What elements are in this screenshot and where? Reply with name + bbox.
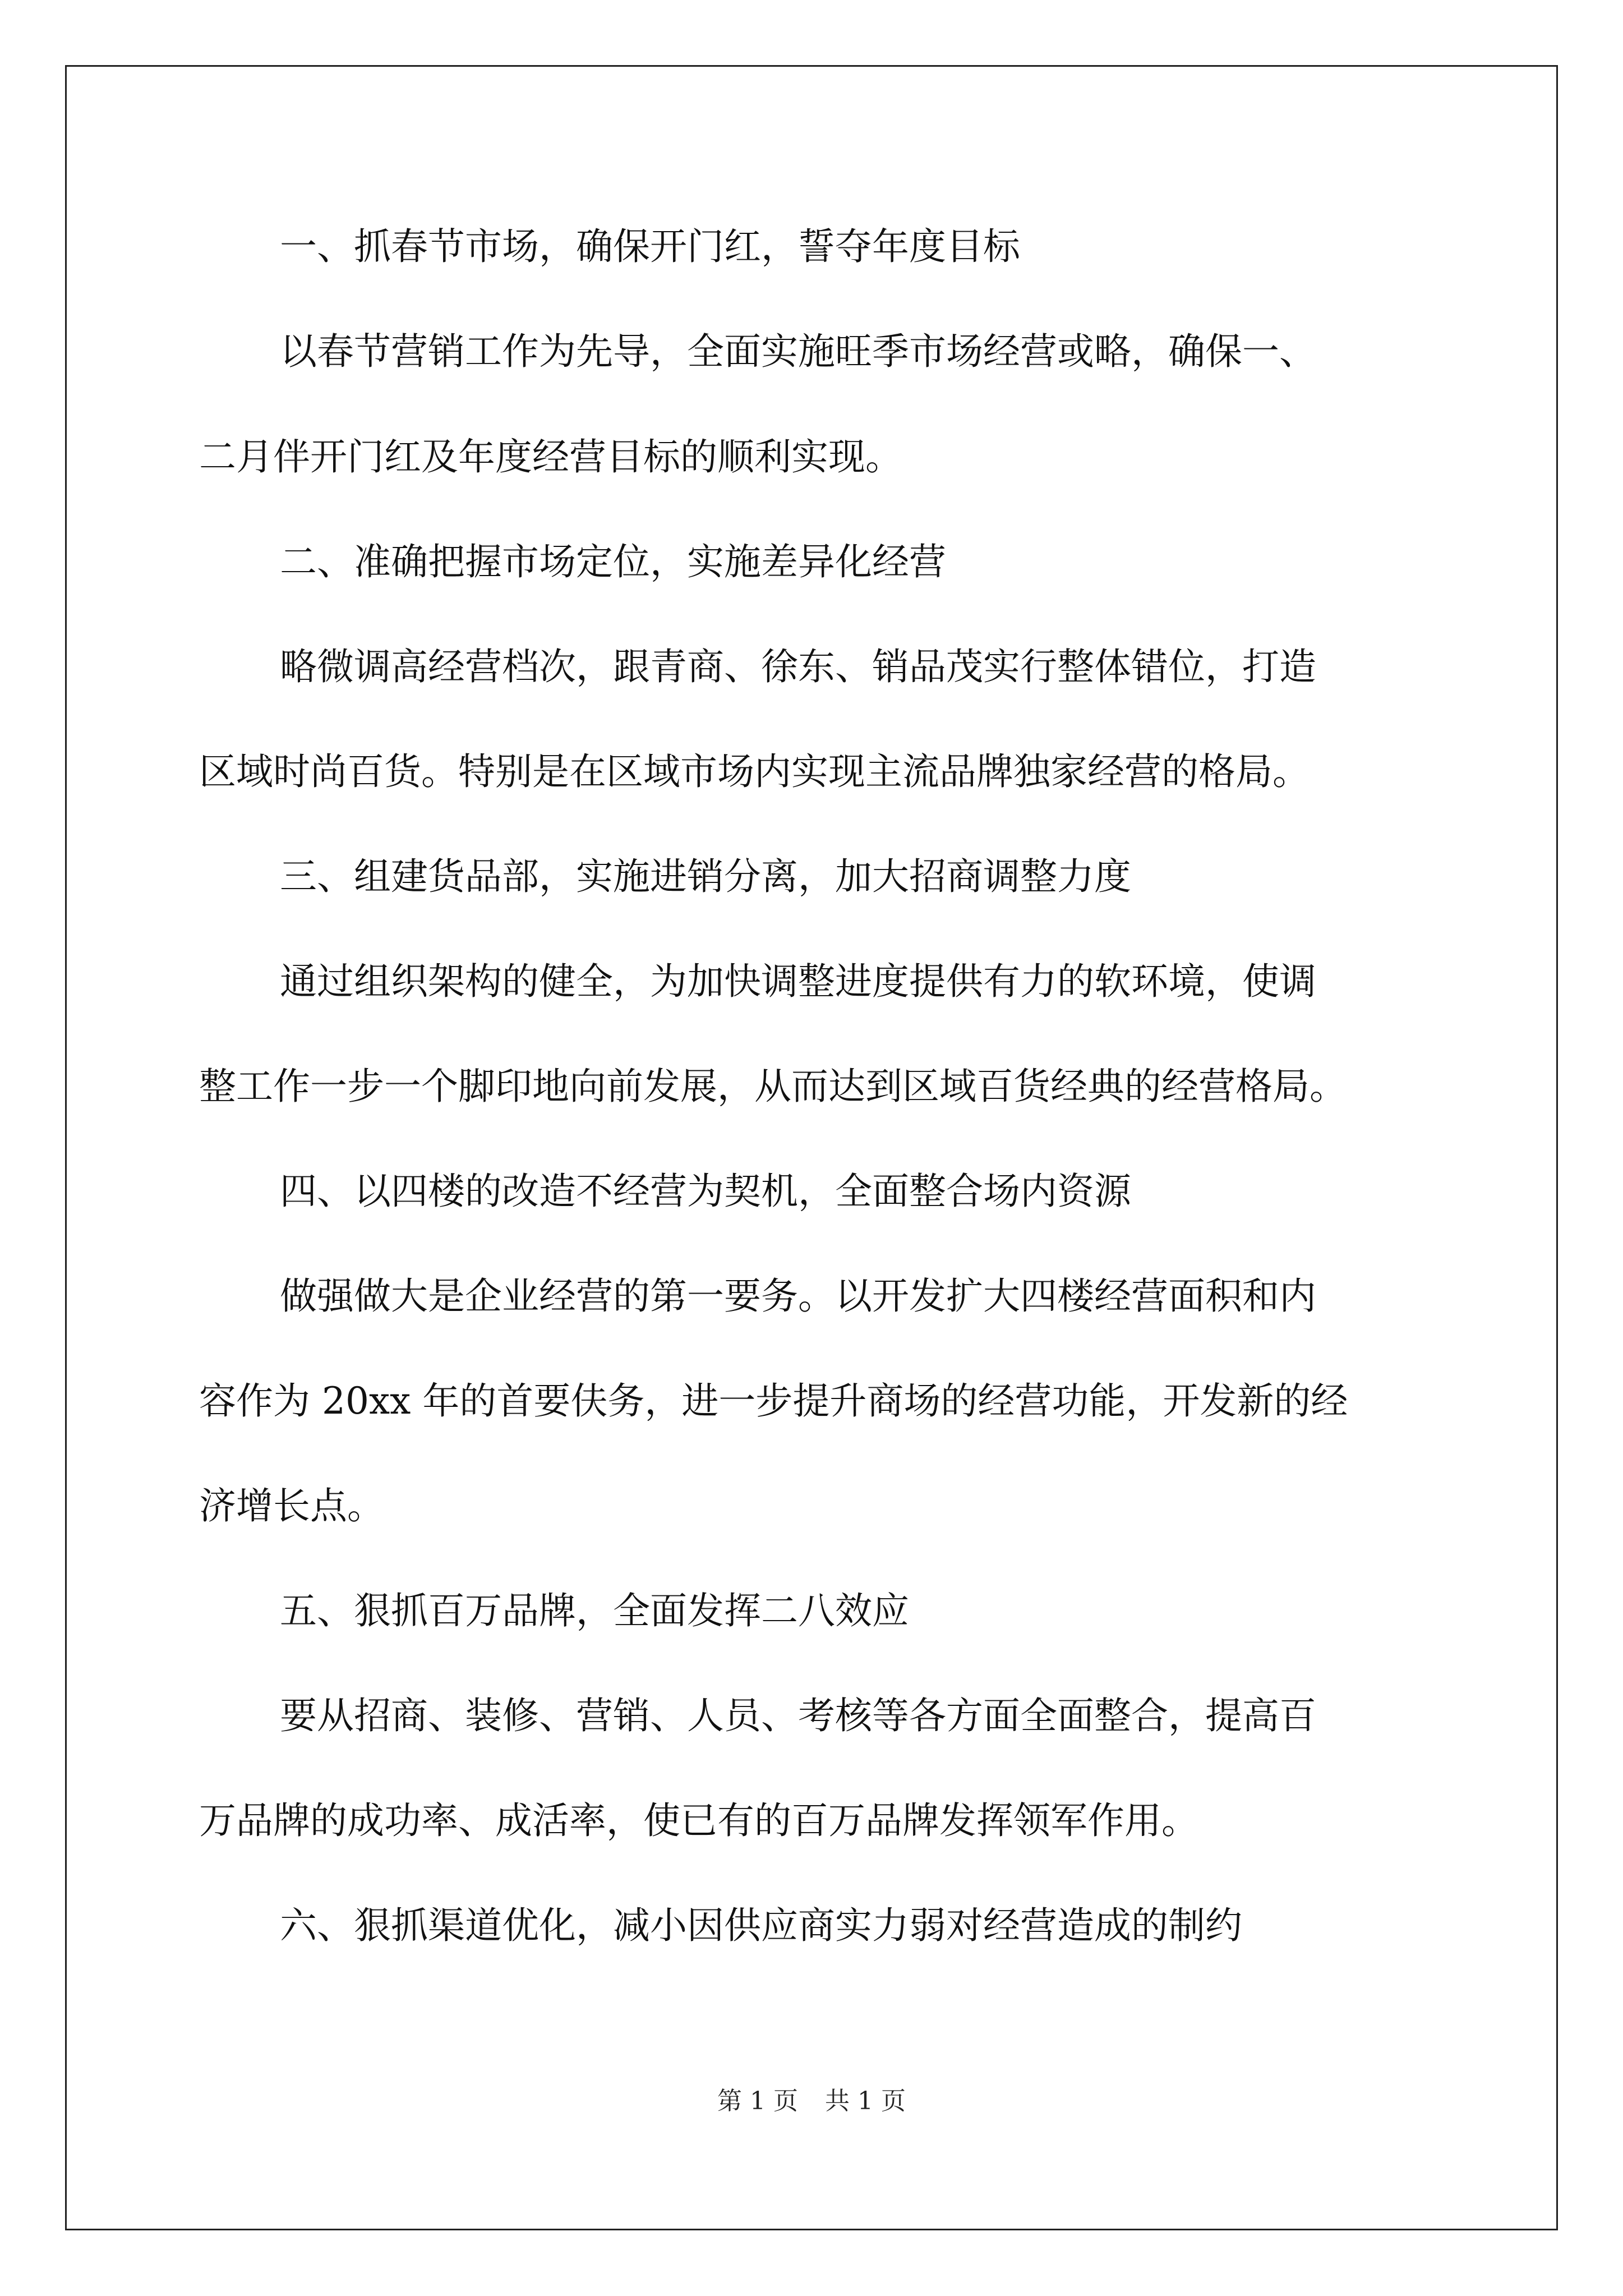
heading-section-4: 四、以四楼的改造不经营为契机，全面整合场内资源: [280, 1170, 1131, 1213]
paragraph-line: 二月伴开门红及年度经营目标的顺利实现。: [199, 435, 902, 478]
paragraph-line: 做强做大是企业经营的第一要务。以开发扩大四楼经营面积和内: [280, 1274, 1316, 1318]
page-footer: [0, 2087, 1623, 2116]
paragraph-line: 万品牌的成功率、成活率，使已有的百万品牌发挥领军作用。: [199, 1799, 1198, 1842]
paragraph-line: 以春节营销工作为先导，全面实施旺季市场经营或略，确保一、: [280, 330, 1316, 373]
paragraph-line: 容作为 20xx 年的首要伕务，进一步提升商场的经营功能，开发新的经: [199, 1379, 1348, 1423]
page-number: 第 1 页: [717, 2087, 798, 2115]
heading-section-1: 一、抓春节市场，确保开门红，誓夺年度目标: [280, 225, 1020, 268]
heading-section-3: 三、组建货品部，实施进销分离，加大招商调整力度: [280, 855, 1131, 898]
paragraph-line: 区域时尚百货。特别是在区域市场内实现主流品牌独家经营的格局。: [199, 750, 1310, 793]
paragraph-line: 要从招商、装修、营销、人员、考核等各方面全面整合，提高百: [280, 1694, 1316, 1737]
paragraph-line: 略微调高经营档次，跟青商、徐东、销品茂实行整体错位，打造: [280, 645, 1316, 688]
heading-section-6: 六、狠抓渠道优化，减小因供应商实力弱对经营造成的制约: [280, 1904, 1242, 1947]
paragraph-line: 通过组织架构的健全，为加快调整进度提供有力的软环境，使调: [280, 960, 1316, 1003]
heading-section-2: 二、准确把握市场定位，实施差异化经营: [280, 540, 946, 583]
page-total: 共 1 页: [825, 2087, 906, 2115]
paragraph-line: 整工作一步一个脚印地向前发展，从而达到区域百货经典的经营格局。: [199, 1065, 1347, 1108]
paragraph-line: 济增长点。: [199, 1484, 384, 1527]
heading-section-5: 五、狠抓百万品牌，全面发挥二八效应: [280, 1589, 909, 1632]
